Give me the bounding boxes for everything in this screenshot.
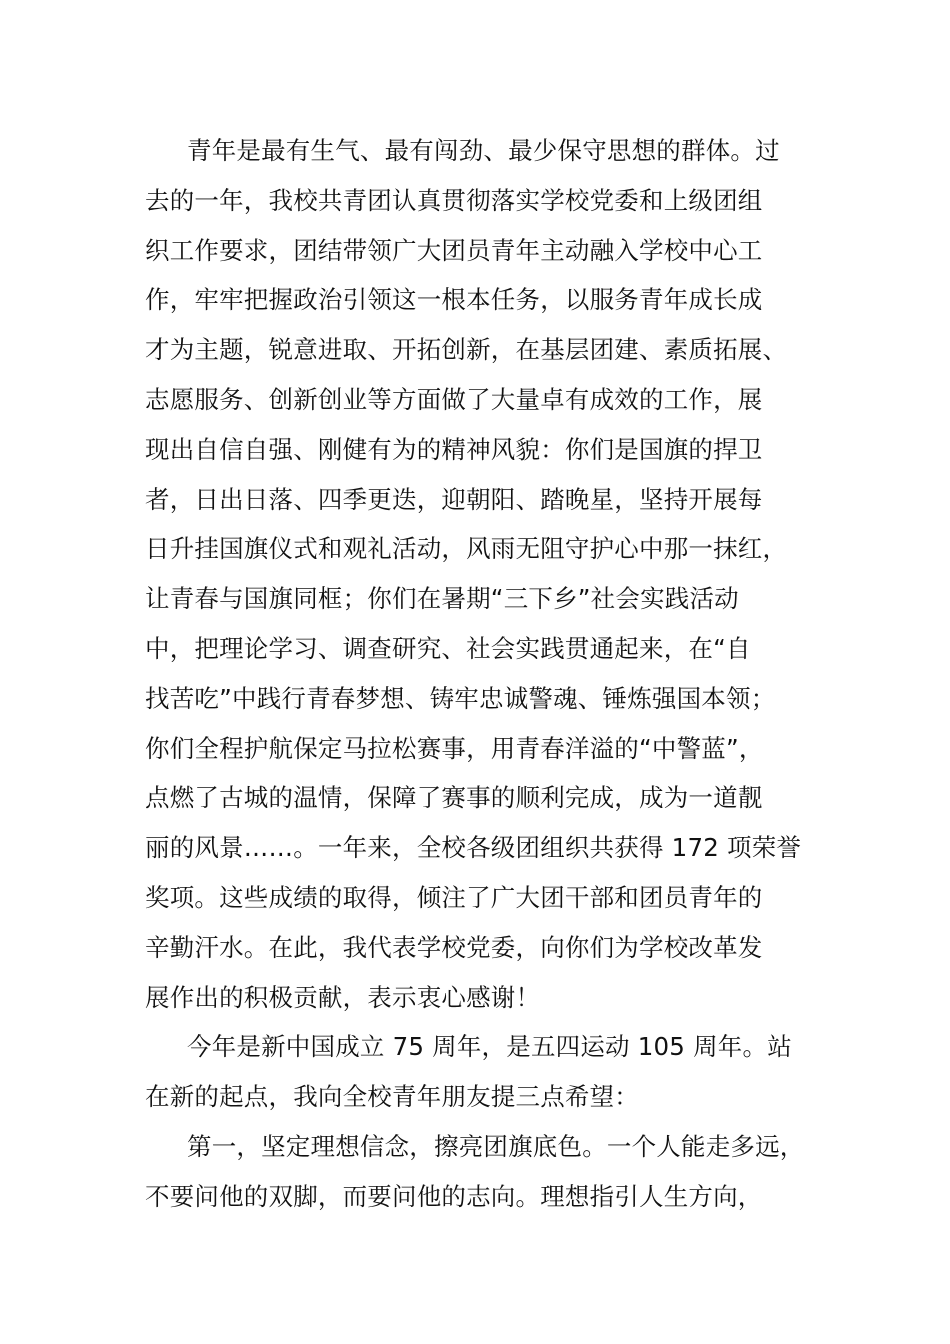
- text-line: 志愿服务、创新创业等方面做了大量卓有成效的工作，展: [145, 384, 763, 414]
- text-line: 你们全程护航保定马拉松赛事，用青春洋溢的“中警蓝”，: [145, 733, 764, 763]
- text-line: 让青春与国旗同框；你们在暑期“三下乡”社会实践活动: [145, 584, 739, 614]
- text-line: 日升挂国旗仪式和观礼活动，风雨无阻守护心中那一抹红，: [145, 534, 788, 564]
- text-line: 找苦吃”中践行青春梦想、铸牢忠诚警魂、锤炼强国本领；: [145, 683, 776, 713]
- text-line: 不要问他的双脚，而要问他的志向。理想指引人生方向，: [145, 1181, 763, 1211]
- text-line: 者，日出日落、四季更迭，迎朝阳、踏晚星，坚持开展每: [145, 484, 763, 514]
- text-line: 作，牢牢把握政治引领这一根本任务，以服务青年成长成: [145, 285, 763, 315]
- document-body: [145, 126, 825, 1222]
- text-line: 点燃了古城的温情，保障了赛事的顺利完成，成为一道靓: [145, 783, 763, 813]
- text-line: 第一，坚定理想信念，擦亮团旗底色。一个人能走多远，: [187, 1131, 805, 1161]
- text-line: 青年是最有生气、最有闯劲、最少保守思想的群体。过: [187, 136, 780, 165]
- text-line: 织工作要求，团结带领广大团员青年主动融入学校中心工: [145, 235, 763, 265]
- text-line: 展作出的积极贡献，表示衷心感谢！: [145, 982, 541, 1012]
- text-line: 今年是新中国成立 75 周年，是五四运动 105 周年。站: [187, 1032, 792, 1062]
- text-line: 辛勤汗水。在此，我代表学校党委，向你们为学校改革发: [145, 932, 763, 962]
- text-line: 在新的起点，我向全校青年朋友提三点希望：: [145, 1082, 639, 1112]
- text-line: 丽的风景……。一年来，全校各级团组织共获得 172 项荣誉: [145, 833, 802, 863]
- text-line: 去的一年，我校共青团认真贯彻落实学校党委和上级团组: [145, 185, 763, 215]
- text-line: 才为主题，锐意进取、开拓创新，在基层团建、素质拓展、: [145, 335, 788, 365]
- text-line: 现出自信自强、刚健有为的精神风貌：你们是国旗的捍卫: [145, 434, 763, 464]
- text-line: 中，把理论学习、调查研究、社会实践贯通起来，在“自: [145, 633, 751, 663]
- text-line: 奖项。这些成绩的取得，倾注了广大团干部和团员青年的: [145, 882, 763, 912]
